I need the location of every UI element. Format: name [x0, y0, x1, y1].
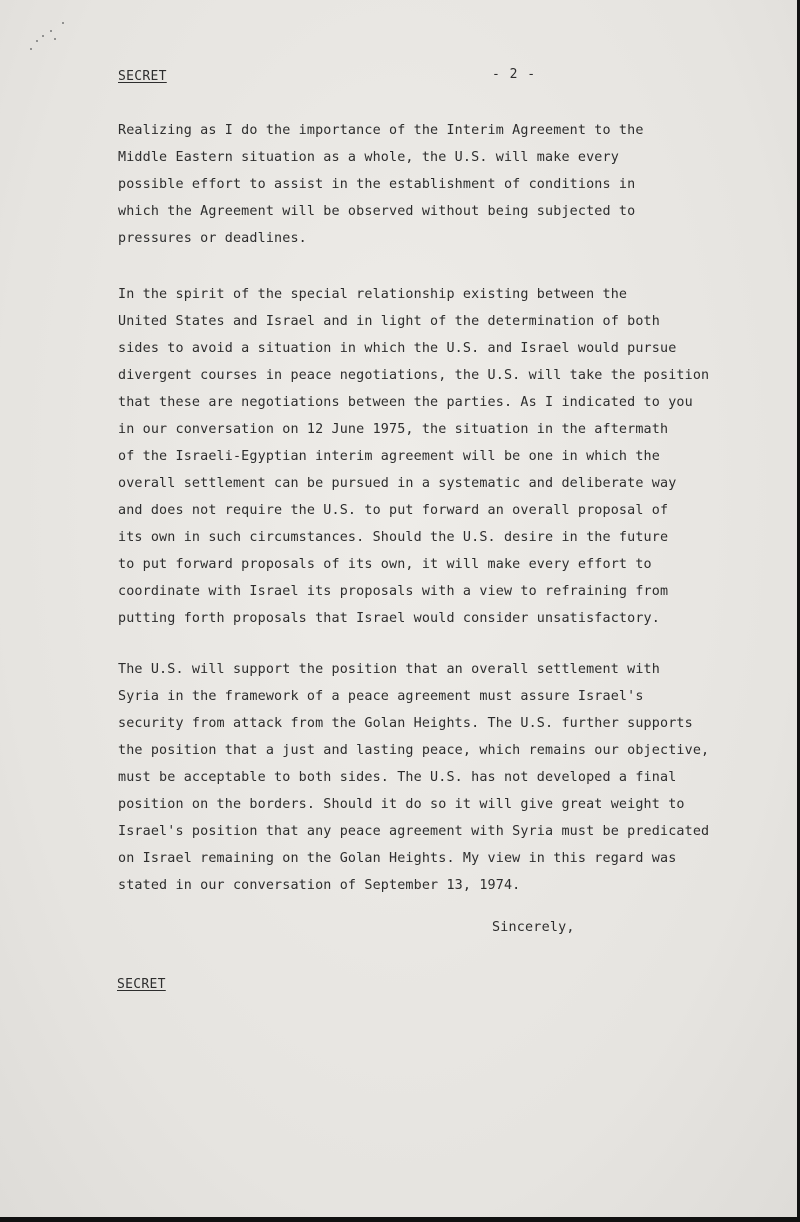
- paragraph-special-relationship: In the spirit of the special relationship existing between the United States and Israel and in light of the determination of both sides to avoid a situation in which the U.S. and Israel would pursue divergent courses in peace negotiations, the U.S. will take the position that these are negotiations between the parties. As I indicated to you in our conversation on 12 June 1975, the situation in the aftermath of the Israeli-Egyptian interim agreement will be one in which the overall settlement can be pursued in a systematic and deliberate way and does not require the U.S. to put forward an overall proposal of its own in such circumstances. Should the U.S. desire in the future to put forward proposals of its own, it will make every effort to coordinate with Israel its proposals with a view to refraining from putting forth proposals that Israel would consider unsatisfactory.: [118, 287, 710, 626]
- classification-marking-bottom: SECRET: [117, 977, 166, 992]
- classification-marking-top: SECRET: [118, 69, 167, 84]
- page-number: - 2 -: [492, 67, 537, 82]
- speck: [42, 35, 44, 37]
- scan-border-bottom: [0, 1217, 800, 1222]
- paragraph-syria-golan: The U.S. will support the position that an overall settlement with Syria in the framework of a peace agreement must assure Israel's security from attack from the Golan Heights. The U.S. further supports the position that a just and lasting peace, which remains our objective, must be acceptable to both sides. The U.S. has not developed a final position on the borders. Should it do so it will give great weight to Israel's position that any peace agreement with Syria must be predicated on Israel remaining on the Golan Heights. My view in this regard was stated in our conversation of September 13, 1974.: [118, 662, 710, 893]
- speck: [62, 22, 64, 24]
- speck: [54, 38, 56, 40]
- closing-salutation: Sincerely,: [492, 920, 575, 935]
- speck: [36, 40, 38, 42]
- paragraph-interim-agreement: Realizing as I do the importance of the Interim Agreement to the Middle Eastern situation as a whole, the U.S. will make every possible effort to assist in the establishment of conditions in which the Agreement will be observed without being subjected to pressures or deadlines.: [118, 123, 644, 246]
- speck: [50, 30, 52, 32]
- scan-specks: [28, 18, 74, 58]
- speck: [30, 48, 32, 50]
